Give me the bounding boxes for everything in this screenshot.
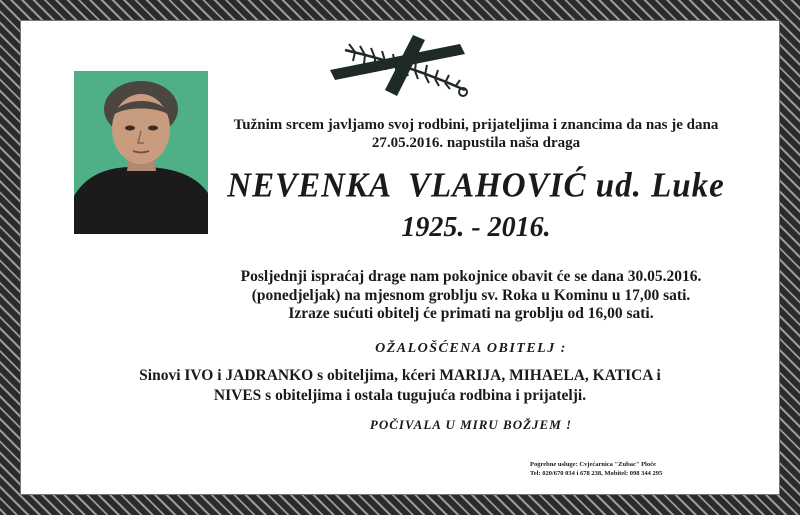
funeral-service-footer (530, 460, 800, 478)
funeral-details (206, 268, 736, 324)
intro-line-1: Tužnim srcem javljamo svoj rodbini, prijateljima i znancima da nas je dana (233, 117, 719, 133)
portrait-photo (74, 71, 208, 234)
closing-phrase: POČIVALA U MIRU BOŽJEM ! (369, 417, 573, 432)
family-members (100, 366, 700, 406)
footer-line-2: Tel: 020/670 034 i 678 238, Mobitel: 098 344 295 (530, 470, 663, 477)
intro-line-2: 27.05.2016. napustila naša draga (371, 135, 581, 151)
first-name: NEVENKA (227, 167, 392, 205)
family-line-2: NIVES s obiteljima i ostala tugujuća rodbina i prijatelji. (213, 387, 587, 404)
funeral-line-3: Izraze sućuti obitelj će primati na groblju od 16,00 sati. (288, 305, 654, 322)
life-years: 1925. - 2016. (401, 212, 551, 243)
family-line-1: Sinovi IVO i JADRANKO s obiteljima, kćeri MARIJA, MIHAELA, KATICA i (139, 367, 661, 384)
family-title: OŽALOŠĆENA OBITELJ : (375, 341, 567, 356)
funeral-line-2: (ponedjeljak) na mjesnom groblju sv. Roka u Kominu u 17,00 sati. (251, 286, 691, 304)
intro-text (226, 116, 726, 152)
deceased-name (226, 167, 726, 206)
funeral-line-1: Posljednji ispraćaj drage nam pokojnice obavit će se dana 30.05.2016. (240, 268, 702, 285)
footer-line-1: Pogrebne usluge: Cvjećarnica "Zubac" Ploče (530, 461, 656, 468)
cross-with-palm-branch-icon (325, 30, 475, 105)
last-name: VLAHOVIĆ ud. Luke (407, 167, 725, 205)
